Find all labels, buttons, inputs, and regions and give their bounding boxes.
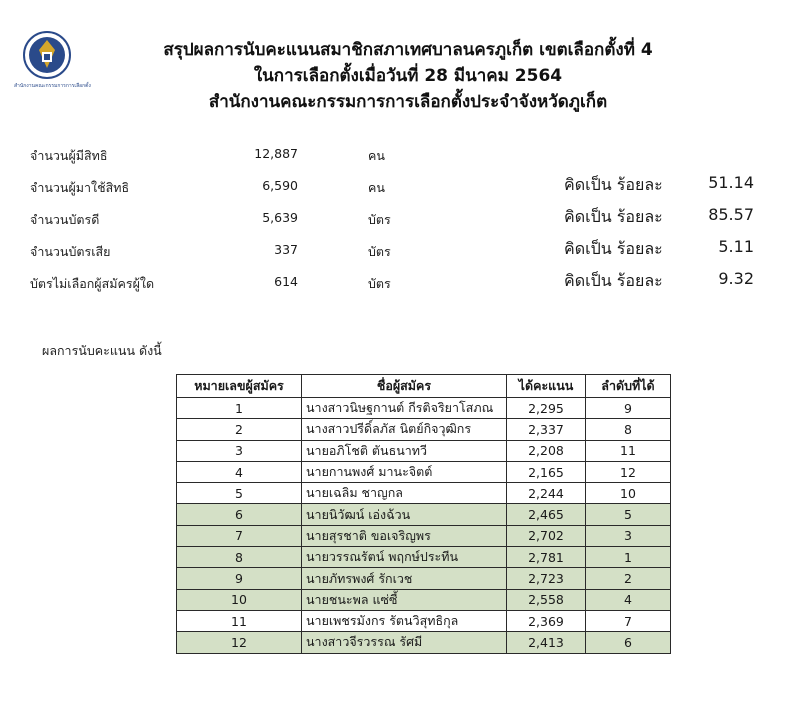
title-line-3: สำนักงานคณะกรรมการการเลือกตั้งประจำจังหวัดภูเก็ต	[208, 92, 608, 112]
percent-value: 51.14	[708, 173, 754, 192]
table-row	[177, 525, 671, 546]
column-header-candidate-number: หมายเลขผู้สมัคร	[177, 375, 302, 398]
rank: 7	[586, 610, 671, 631]
rank: 1	[586, 547, 671, 568]
candidate-name: นายอภิโชติ ตันธนาทวี	[302, 440, 507, 461]
rank: 6	[586, 632, 671, 653]
rank: 12	[586, 461, 671, 482]
stat-label: บัตรไม่เลือกผู้สมัครผู้ใด	[30, 276, 155, 291]
candidate-name: นางสาวนิษฐกานต์ กีรติจริยาโสภณ	[302, 398, 507, 419]
candidate-name: นายสุรชาติ ขอเจริญพร	[302, 525, 507, 546]
results-caption: ผลการนับคะแนน ดังนี้	[42, 343, 162, 358]
rank: 10	[586, 483, 671, 504]
column-header-rank: ลำดับที่ได้	[586, 375, 671, 398]
vote-count: 2,369	[507, 610, 586, 631]
logo-caption: สำนักงานคณะกรรมการการเลือกตั้ง	[14, 83, 91, 89]
rank: 5	[586, 504, 671, 525]
table-row	[177, 440, 671, 461]
candidate-number: 11	[177, 610, 302, 631]
candidate-name: นายวรรณรัตน์ พฤกษ์ประทีน	[302, 547, 507, 568]
candidate-name: นายภัทรพงศ์ รักเวช	[302, 568, 507, 589]
candidate-number: 12	[177, 632, 302, 653]
table-row	[177, 547, 671, 568]
candidate-number: 2	[177, 419, 302, 440]
candidate-name: นายกานพงศ์ มานะจิตต์	[302, 461, 507, 482]
vote-count: 2,558	[507, 589, 586, 610]
rank: 2	[586, 568, 671, 589]
stat-row-eligible	[0, 140, 800, 168]
stat-value: 5,639	[262, 210, 298, 225]
stat-row-good-ballots	[0, 204, 800, 232]
stat-label: จำนวนผู้มีสิทธิ	[30, 148, 108, 163]
vote-count: 2,465	[507, 504, 586, 525]
table-row	[177, 398, 671, 419]
candidate-name: นางสาวจีรวรรณ รัศมี	[302, 632, 507, 653]
percent-value: 85.57	[708, 205, 754, 224]
stat-value: 614	[274, 274, 298, 289]
table-row	[177, 483, 671, 504]
candidate-number: 7	[177, 525, 302, 546]
rank: 11	[586, 440, 671, 461]
results-table	[176, 374, 671, 654]
candidate-number: 1	[177, 398, 302, 419]
rank: 8	[586, 419, 671, 440]
stat-value: 6,590	[262, 178, 298, 193]
candidate-number: 5	[177, 483, 302, 504]
candidate-number: 9	[177, 568, 302, 589]
vote-count: 2,244	[507, 483, 586, 504]
rank: 4	[586, 589, 671, 610]
table-row	[177, 504, 671, 525]
candidate-name: นายนิวัฒน์ เอ่งฉ้วน	[302, 504, 507, 525]
stat-unit: บัตร	[368, 212, 391, 227]
table-row	[177, 589, 671, 610]
stat-row-turnout	[0, 172, 800, 200]
stat-value: 337	[274, 242, 298, 257]
stat-row-no-vote-ballots	[0, 268, 800, 296]
candidate-number: 6	[177, 504, 302, 525]
percent-label: คิดเป็น ร้อยละ	[564, 239, 663, 258]
rank: 3	[586, 525, 671, 546]
vote-count: 2,165	[507, 461, 586, 482]
title-line-1: สรุปผลการนับคะแนนสมาชิกสภาเทศบาลนครภูเก็ต เขตเลือกตั้งที่ 4	[163, 40, 653, 60]
stat-label: จำนวนบัตรดี	[30, 212, 100, 227]
candidate-number: 4	[177, 461, 302, 482]
vote-count: 2,723	[507, 568, 586, 589]
table-row	[177, 632, 671, 653]
table-row	[177, 419, 671, 440]
vote-count: 2,295	[507, 398, 586, 419]
stat-unit: บัตร	[368, 244, 391, 259]
stat-value: 12,887	[254, 146, 298, 161]
stat-unit: บัตร	[368, 276, 391, 291]
vote-count: 2,413	[507, 632, 586, 653]
stat-unit: คน	[368, 180, 385, 195]
candidate-number: 3	[177, 440, 302, 461]
stat-label: จำนวนผู้มาใช้สิทธิ	[30, 180, 130, 195]
percent-value: 5.11	[718, 237, 754, 256]
candidate-number: 10	[177, 589, 302, 610]
vote-count: 2,781	[507, 547, 586, 568]
rank: 9	[586, 398, 671, 419]
percent-label: คิดเป็น ร้อยละ	[564, 175, 663, 194]
candidate-number: 8	[177, 547, 302, 568]
vote-count: 2,337	[507, 419, 586, 440]
title-line-2: ในการเลือกตั้งเมื่อวันที่ 28 มีนาคม 2564	[253, 66, 563, 86]
percent-value: 9.32	[718, 269, 754, 288]
percent-label: คิดเป็น ร้อยละ	[564, 207, 663, 226]
candidate-name: นางสาวปรีดิ์ลภัส นิตย์กิจวุฒิกร	[302, 419, 507, 440]
candidate-name: นายเฉลิม ชาญกล	[302, 483, 507, 504]
table-header-row	[177, 375, 671, 398]
candidate-name: นายชนะพล แซ่ซี้	[302, 589, 507, 610]
table-row	[177, 568, 671, 589]
stat-unit: คน	[368, 148, 385, 163]
stat-row-spoiled-ballots	[0, 236, 800, 264]
table-row	[177, 610, 671, 631]
column-header-candidate-name: ชื่อผู้สมัคร	[302, 375, 507, 398]
vote-count: 2,702	[507, 525, 586, 546]
table-row	[177, 461, 671, 482]
candidate-name: นายเพชรมังกร รัตนวิสุทธิกุล	[302, 610, 507, 631]
ect-seal-icon	[22, 30, 72, 80]
stat-label: จำนวนบัตรเสีย	[30, 244, 111, 259]
column-header-votes: ได้คะแนน	[507, 375, 586, 398]
percent-label: คิดเป็น ร้อยละ	[564, 271, 663, 290]
vote-count: 2,208	[507, 440, 586, 461]
